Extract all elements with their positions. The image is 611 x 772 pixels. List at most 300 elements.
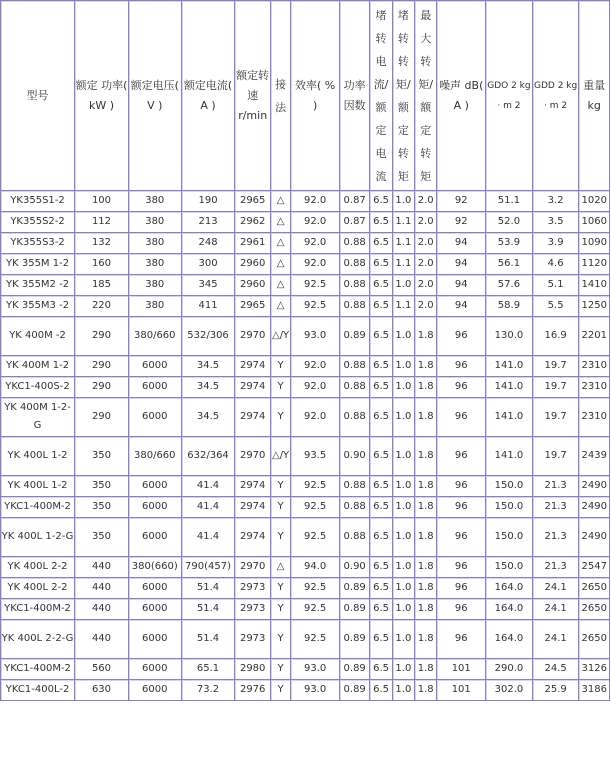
cell-locked-torque-ratio: 1.1 [393, 296, 415, 317]
cell-noise: 96 [437, 398, 486, 437]
cell-noise: 96 [437, 578, 486, 599]
table-row [1, 578, 610, 599]
cell-efficiency: 93.0 [291, 680, 340, 701]
cell-power-factor: 0.88 [340, 233, 370, 254]
cell-locked-torque-ratio: 1.0 [393, 620, 415, 659]
cell-weight: 2310 [579, 377, 610, 398]
cell-power-factor: 0.89 [340, 620, 370, 659]
cell-max-torque-ratio: 1.8 [415, 476, 437, 497]
cell-weight: 1250 [579, 296, 610, 317]
cell-gdd2: 4.6 [533, 254, 580, 275]
cell-rated-current: 632/364 [182, 437, 236, 476]
cell-rated-power: 350 [75, 518, 129, 557]
cell-rated-voltage: 6000 [129, 620, 182, 659]
table-row [1, 680, 610, 701]
cell-connection: △ [271, 233, 291, 254]
cell-power-factor: 0.88 [340, 518, 370, 557]
cell-rated-power: 185 [75, 275, 129, 296]
cell-locked-torque-ratio: 1.0 [393, 659, 415, 680]
table-row [1, 377, 610, 398]
cell-gdd2: 3.9 [533, 233, 580, 254]
cell-gdd2: 3.2 [533, 191, 580, 212]
cell-rated-current: 41.4 [182, 518, 236, 557]
cell-gdd2: 24.1 [533, 620, 580, 659]
cell-efficiency: 92.5 [291, 296, 340, 317]
cell-power-factor: 0.89 [340, 680, 370, 701]
cell-weight: 3186 [579, 680, 610, 701]
cell-gdd2: 19.7 [533, 377, 580, 398]
cell-locked-current-ratio: 6.5 [370, 398, 392, 437]
cell-connection: △/Y [271, 317, 291, 356]
cell-model: YKC1-400L-2 [1, 680, 75, 701]
cell-power-factor: 0.87 [340, 191, 370, 212]
cell-gdo2: 290.0 [486, 659, 533, 680]
cell-model: YK 400L 2-2 [1, 557, 75, 578]
cell-weight: 2490 [579, 476, 610, 497]
cell-model: YK 355M3 -2 [1, 296, 75, 317]
cell-locked-current-ratio: 6.5 [370, 233, 392, 254]
cell-rated-power: 100 [75, 191, 129, 212]
table-row [1, 497, 610, 518]
cell-gdd2: 21.3 [533, 497, 580, 518]
cell-rated-current: 65.1 [182, 659, 236, 680]
table-row [1, 620, 610, 659]
header-efficiency: 效率( % ) [291, 1, 340, 191]
cell-efficiency: 92.0 [291, 212, 340, 233]
cell-connection: Y [271, 659, 291, 680]
cell-max-torque-ratio: 2.0 [415, 296, 437, 317]
cell-locked-current-ratio: 6.5 [370, 377, 392, 398]
cell-gdd2: 5.5 [533, 296, 580, 317]
cell-gdd2: 16.9 [533, 317, 580, 356]
cell-efficiency: 92.5 [291, 497, 340, 518]
cell-gdd2: 5.1 [533, 275, 580, 296]
cell-max-torque-ratio: 1.8 [415, 599, 437, 620]
cell-connection: △ [271, 557, 291, 578]
cell-rated-voltage: 6000 [129, 680, 182, 701]
cell-model: YK 355M2 -2 [1, 275, 75, 296]
table-row [1, 356, 610, 377]
cell-gdo2: 164.0 [486, 620, 533, 659]
cell-efficiency: 93.0 [291, 659, 340, 680]
cell-connection: Y [271, 578, 291, 599]
cell-gdd2: 21.3 [533, 476, 580, 497]
cell-gdd2: 21.3 [533, 557, 580, 578]
cell-efficiency: 92.0 [291, 254, 340, 275]
cell-rated-power: 290 [75, 317, 129, 356]
cell-gdo2: 141.0 [486, 437, 533, 476]
cell-noise: 92 [437, 212, 486, 233]
cell-rated-current: 51.4 [182, 599, 236, 620]
cell-noise: 101 [437, 680, 486, 701]
cell-locked-current-ratio: 6.5 [370, 191, 392, 212]
cell-rated-speed: 2962 [235, 212, 271, 233]
cell-model: YK 355M 1-2 [1, 254, 75, 275]
cell-noise: 96 [437, 599, 486, 620]
cell-weight: 3126 [579, 659, 610, 680]
cell-rated-power: 440 [75, 578, 129, 599]
cell-rated-speed: 2974 [235, 476, 271, 497]
cell-rated-speed: 2960 [235, 275, 271, 296]
cell-rated-speed: 2974 [235, 398, 271, 437]
cell-gdd2: 19.7 [533, 356, 580, 377]
cell-weight: 2547 [579, 557, 610, 578]
cell-model: YK 400L 2-2 [1, 578, 75, 599]
cell-gdo2: 164.0 [486, 599, 533, 620]
cell-connection: Y [271, 620, 291, 659]
cell-gdd2: 3.5 [533, 212, 580, 233]
cell-rated-power: 350 [75, 437, 129, 476]
header-locked-torque-ratio: 堵转转矩/额定转矩 [393, 1, 415, 191]
cell-noise: 96 [437, 356, 486, 377]
header-gdd2: GDD 2 kg · m 2 [533, 1, 580, 191]
cell-locked-torque-ratio: 1.0 [393, 599, 415, 620]
cell-connection: Y [271, 680, 291, 701]
cell-rated-voltage: 6000 [129, 356, 182, 377]
header-rated-speed: 额定转速 r/min [235, 1, 271, 191]
cell-noise: 96 [437, 377, 486, 398]
cell-max-torque-ratio: 1.8 [415, 518, 437, 557]
cell-gdo2: 53.9 [486, 233, 533, 254]
cell-efficiency: 92.0 [291, 191, 340, 212]
cell-rated-current: 532/306 [182, 317, 236, 356]
header-row [1, 1, 610, 191]
cell-max-torque-ratio: 2.0 [415, 275, 437, 296]
cell-rated-current: 248 [182, 233, 236, 254]
cell-gdo2: 141.0 [486, 356, 533, 377]
cell-locked-torque-ratio: 1.0 [393, 191, 415, 212]
cell-weight: 2490 [579, 497, 610, 518]
cell-rated-voltage: 380 [129, 296, 182, 317]
header-noise: 噪声 dB( A ) [437, 1, 486, 191]
cell-locked-current-ratio: 6.5 [370, 659, 392, 680]
cell-rated-power: 290 [75, 377, 129, 398]
cell-rated-current: 51.4 [182, 620, 236, 659]
cell-rated-voltage: 6000 [129, 578, 182, 599]
cell-weight: 2201 [579, 317, 610, 356]
cell-connection: Y [271, 398, 291, 437]
cell-efficiency: 92.5 [291, 476, 340, 497]
cell-rated-voltage: 380/660 [129, 437, 182, 476]
cell-locked-torque-ratio: 1.0 [393, 437, 415, 476]
cell-rated-voltage: 380 [129, 275, 182, 296]
cell-efficiency: 92.5 [291, 578, 340, 599]
cell-max-torque-ratio: 1.8 [415, 680, 437, 701]
cell-rated-speed: 2973 [235, 599, 271, 620]
cell-gdd2: 24.1 [533, 578, 580, 599]
cell-efficiency: 92.5 [291, 620, 340, 659]
table-row [1, 233, 610, 254]
header-locked-current-ratio: 堵转电流/额定电流 [370, 1, 392, 191]
cell-locked-torque-ratio: 1.1 [393, 212, 415, 233]
cell-rated-power: 132 [75, 233, 129, 254]
cell-locked-current-ratio: 6.5 [370, 212, 392, 233]
table-row [1, 557, 610, 578]
cell-rated-speed: 2974 [235, 377, 271, 398]
cell-rated-speed: 2973 [235, 578, 271, 599]
cell-noise: 94 [437, 254, 486, 275]
cell-noise: 96 [437, 620, 486, 659]
cell-power-factor: 0.87 [340, 212, 370, 233]
header-power-factor: 功率因数 [340, 1, 370, 191]
cell-model: YK 400M -2 [1, 317, 75, 356]
cell-power-factor: 0.88 [340, 296, 370, 317]
cell-power-factor: 0.88 [340, 497, 370, 518]
cell-locked-current-ratio: 6.5 [370, 476, 392, 497]
cell-max-torque-ratio: 1.8 [415, 557, 437, 578]
cell-rated-speed: 2973 [235, 620, 271, 659]
cell-efficiency: 92.5 [291, 518, 340, 557]
table-row [1, 599, 610, 620]
cell-rated-current: 790(457) [182, 557, 236, 578]
cell-rated-current: 190 [182, 191, 236, 212]
cell-weight: 1410 [579, 275, 610, 296]
cell-power-factor: 0.89 [340, 659, 370, 680]
cell-locked-torque-ratio: 1.0 [393, 518, 415, 557]
cell-max-torque-ratio: 2.0 [415, 233, 437, 254]
cell-rated-voltage: 6000 [129, 377, 182, 398]
header-weight: 重量 kg [579, 1, 610, 191]
header-connection: 接法 [271, 1, 291, 191]
cell-locked-current-ratio: 6.5 [370, 317, 392, 356]
cell-rated-power: 560 [75, 659, 129, 680]
cell-noise: 94 [437, 296, 486, 317]
cell-rated-current: 41.4 [182, 497, 236, 518]
cell-max-torque-ratio: 1.8 [415, 356, 437, 377]
table-row [1, 212, 610, 233]
cell-locked-torque-ratio: 1.0 [393, 680, 415, 701]
cell-model: YK355S3-2 [1, 233, 75, 254]
cell-power-factor: 0.88 [340, 398, 370, 437]
cell-connection: Y [271, 599, 291, 620]
cell-connection: Y [271, 518, 291, 557]
cell-rated-voltage: 6000 [129, 476, 182, 497]
cell-locked-torque-ratio: 1.0 [393, 377, 415, 398]
cell-gdo2: 150.0 [486, 557, 533, 578]
cell-rated-speed: 2974 [235, 518, 271, 557]
cell-gdo2: 302.0 [486, 680, 533, 701]
cell-max-torque-ratio: 1.8 [415, 437, 437, 476]
cell-model: YKC1-400M-2 [1, 659, 75, 680]
cell-rated-speed: 2970 [235, 557, 271, 578]
cell-power-factor: 0.89 [340, 599, 370, 620]
cell-rated-speed: 2974 [235, 497, 271, 518]
cell-power-factor: 0.90 [340, 437, 370, 476]
cell-gdo2: 52.0 [486, 212, 533, 233]
cell-power-factor: 0.90 [340, 557, 370, 578]
cell-locked-current-ratio: 6.5 [370, 356, 392, 377]
cell-weight: 1060 [579, 212, 610, 233]
cell-gdd2: 19.7 [533, 437, 580, 476]
table-row [1, 518, 610, 557]
cell-noise: 96 [437, 317, 486, 356]
cell-rated-voltage: 6000 [129, 599, 182, 620]
cell-locked-current-ratio: 6.5 [370, 296, 392, 317]
cell-gdd2: 24.5 [533, 659, 580, 680]
cell-rated-speed: 2960 [235, 254, 271, 275]
cell-rated-current: 300 [182, 254, 236, 275]
table-row [1, 254, 610, 275]
cell-rated-voltage: 380 [129, 191, 182, 212]
cell-weight: 2490 [579, 518, 610, 557]
cell-locked-torque-ratio: 1.0 [393, 578, 415, 599]
cell-model: YK 400L 2-2-G [1, 620, 75, 659]
cell-power-factor: 0.88 [340, 254, 370, 275]
cell-model: YK 400M 1-2-G [1, 398, 75, 437]
cell-efficiency: 92.0 [291, 377, 340, 398]
cell-weight: 1020 [579, 191, 610, 212]
table-row [1, 437, 610, 476]
cell-max-torque-ratio: 1.8 [415, 317, 437, 356]
cell-gdd2: 24.1 [533, 599, 580, 620]
header-rated-voltage: 额定电压( V ) [129, 1, 182, 191]
cell-rated-power: 112 [75, 212, 129, 233]
header-max-torque-ratio: 最大转矩/额定转矩 [415, 1, 437, 191]
cell-efficiency: 93.5 [291, 437, 340, 476]
cell-weight: 2439 [579, 437, 610, 476]
cell-locked-current-ratio: 6.5 [370, 680, 392, 701]
table-row [1, 659, 610, 680]
cell-locked-current-ratio: 6.5 [370, 557, 392, 578]
cell-locked-current-ratio: 6.5 [370, 620, 392, 659]
cell-connection: △ [271, 275, 291, 296]
cell-max-torque-ratio: 2.0 [415, 191, 437, 212]
cell-locked-current-ratio: 6.5 [370, 437, 392, 476]
cell-model: YK 400M 1-2 [1, 356, 75, 377]
cell-gdo2: 141.0 [486, 398, 533, 437]
cell-connection: Y [271, 497, 291, 518]
cell-gdo2: 150.0 [486, 497, 533, 518]
cell-rated-speed: 2965 [235, 191, 271, 212]
cell-rated-power: 350 [75, 497, 129, 518]
header-rated-power: 额定 功率( kW ) [75, 1, 129, 191]
cell-gdo2: 57.6 [486, 275, 533, 296]
cell-rated-power: 440 [75, 599, 129, 620]
cell-locked-current-ratio: 6.5 [370, 497, 392, 518]
cell-efficiency: 92.0 [291, 233, 340, 254]
cell-locked-current-ratio: 6.5 [370, 275, 392, 296]
cell-rated-current: 51.4 [182, 578, 236, 599]
cell-noise: 96 [437, 476, 486, 497]
cell-rated-current: 41.4 [182, 476, 236, 497]
cell-gdo2: 58.9 [486, 296, 533, 317]
cell-noise: 96 [437, 497, 486, 518]
cell-efficiency: 93.0 [291, 317, 340, 356]
cell-rated-current: 213 [182, 212, 236, 233]
header-gdo2: GDO 2 kg · m 2 [486, 1, 533, 191]
cell-locked-torque-ratio: 1.0 [393, 557, 415, 578]
cell-max-torque-ratio: 1.8 [415, 620, 437, 659]
cell-power-factor: 0.89 [340, 578, 370, 599]
cell-rated-voltage: 380 [129, 212, 182, 233]
cell-rated-speed: 2965 [235, 296, 271, 317]
cell-rated-power: 160 [75, 254, 129, 275]
cell-power-factor: 0.89 [340, 317, 370, 356]
header-rated-current: 额定电流( A ) [182, 1, 236, 191]
cell-power-factor: 0.88 [340, 476, 370, 497]
cell-rated-speed: 2974 [235, 356, 271, 377]
table-row [1, 398, 610, 437]
cell-connection: Y [271, 377, 291, 398]
cell-rated-voltage: 380 [129, 254, 182, 275]
cell-rated-voltage: 6000 [129, 497, 182, 518]
cell-model: YKC1-400M-2 [1, 599, 75, 620]
cell-efficiency: 94.0 [291, 557, 340, 578]
cell-max-torque-ratio: 1.8 [415, 659, 437, 680]
cell-rated-voltage: 380(660) [129, 557, 182, 578]
cell-weight: 1090 [579, 233, 610, 254]
cell-connection: Y [271, 356, 291, 377]
cell-rated-power: 440 [75, 620, 129, 659]
cell-max-torque-ratio: 1.8 [415, 377, 437, 398]
cell-rated-speed: 2970 [235, 317, 271, 356]
cell-model: YKC1-400S-2 [1, 377, 75, 398]
cell-rated-current: 34.5 [182, 356, 236, 377]
cell-model: YK355S1-2 [1, 191, 75, 212]
cell-max-torque-ratio: 1.8 [415, 398, 437, 437]
cell-locked-current-ratio: 6.5 [370, 578, 392, 599]
cell-rated-voltage: 380 [129, 233, 182, 254]
cell-efficiency: 92.5 [291, 275, 340, 296]
cell-model: YKC1-400M-2 [1, 497, 75, 518]
table-row [1, 476, 610, 497]
table-row [1, 275, 610, 296]
table-row [1, 191, 610, 212]
cell-connection: △ [271, 191, 291, 212]
cell-locked-current-ratio: 6.5 [370, 518, 392, 557]
cell-rated-power: 350 [75, 476, 129, 497]
cell-weight: 2310 [579, 356, 610, 377]
cell-gdd2: 19.7 [533, 398, 580, 437]
cell-connection: △ [271, 212, 291, 233]
cell-noise: 96 [437, 518, 486, 557]
cell-gdo2: 150.0 [486, 476, 533, 497]
cell-noise: 101 [437, 659, 486, 680]
cell-weight: 2650 [579, 599, 610, 620]
cell-rated-current: 34.5 [182, 398, 236, 437]
cell-efficiency: 92.0 [291, 398, 340, 437]
cell-locked-torque-ratio: 1.0 [393, 317, 415, 356]
cell-locked-torque-ratio: 1.0 [393, 476, 415, 497]
cell-connection: △/Y [271, 437, 291, 476]
cell-locked-current-ratio: 6.5 [370, 254, 392, 275]
cell-rated-speed: 2976 [235, 680, 271, 701]
cell-rated-speed: 2970 [235, 437, 271, 476]
cell-noise: 94 [437, 233, 486, 254]
cell-rated-speed: 2980 [235, 659, 271, 680]
cell-gdo2: 51.1 [486, 191, 533, 212]
cell-rated-current: 73.2 [182, 680, 236, 701]
cell-max-torque-ratio: 2.0 [415, 212, 437, 233]
cell-gdo2: 56.1 [486, 254, 533, 275]
cell-gdo2: 130.0 [486, 317, 533, 356]
cell-rated-current: 345 [182, 275, 236, 296]
cell-model: YK 400L 1-2 [1, 476, 75, 497]
cell-max-torque-ratio: 1.8 [415, 578, 437, 599]
cell-rated-speed: 2961 [235, 233, 271, 254]
cell-weight: 2650 [579, 578, 610, 599]
cell-max-torque-ratio: 2.0 [415, 254, 437, 275]
table-row [1, 296, 610, 317]
cell-gdd2: 25.9 [533, 680, 580, 701]
cell-rated-current: 411 [182, 296, 236, 317]
cell-gdo2: 150.0 [486, 518, 533, 557]
cell-power-factor: 0.88 [340, 356, 370, 377]
cell-efficiency: 92.0 [291, 356, 340, 377]
cell-noise: 94 [437, 275, 486, 296]
cell-max-torque-ratio: 1.8 [415, 497, 437, 518]
table-row [1, 317, 610, 356]
